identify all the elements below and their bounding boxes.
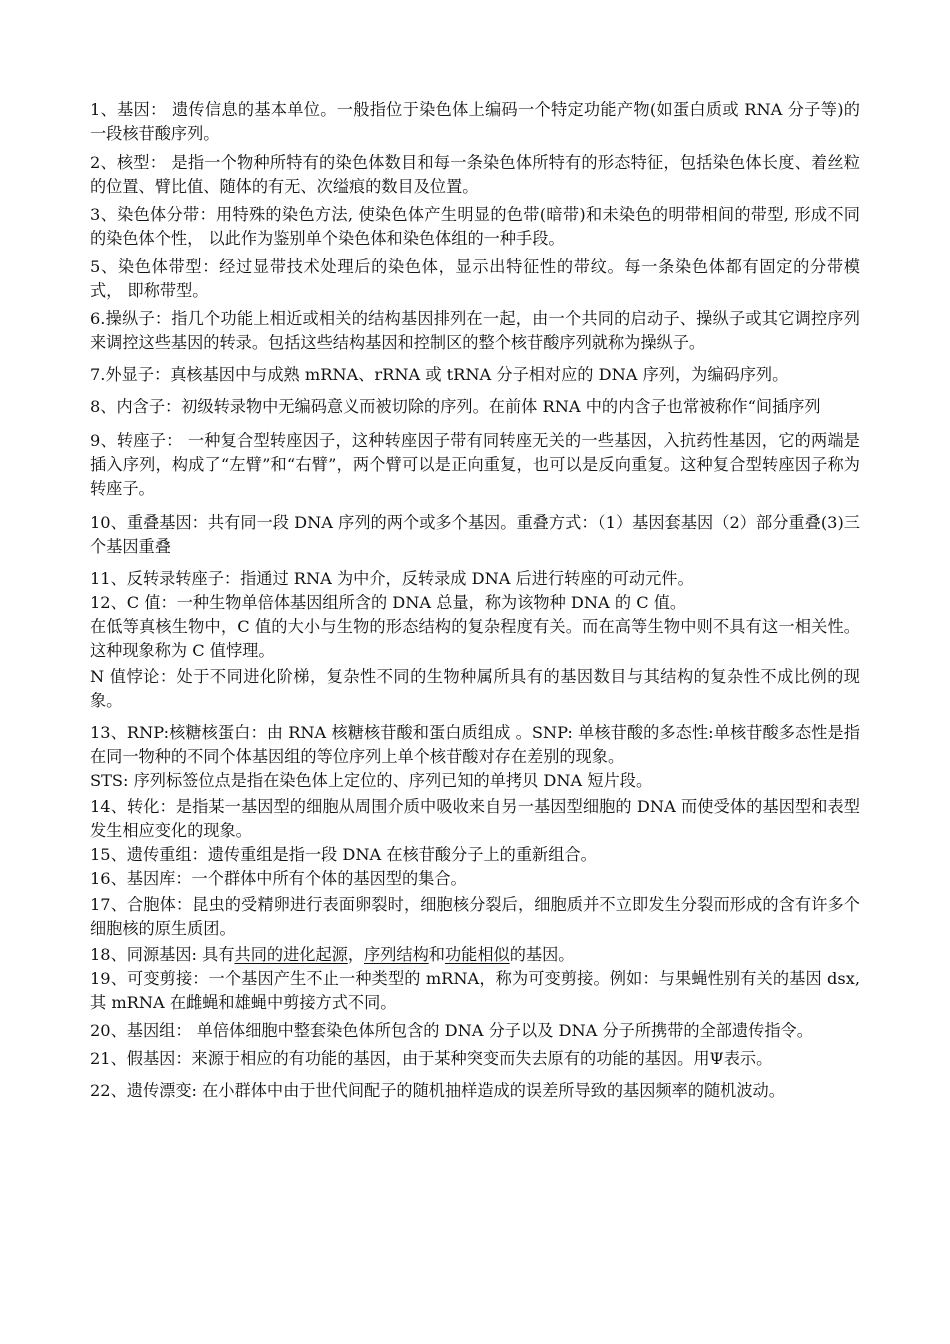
definition-karyotype: 2、核型： 是指一个物种所特有的染色体数目和每一条染色体所特有的形态特征，包括染色体长度、着丝粒的位置、臂比值、随体的有无、次缢痕的数目及位置。 xyxy=(90,153,860,196)
definition-exon: 7.外显子：真核基因中与成熟 mRNA、rRNA 或 tRNA 分子相对应的 DNA 序列，为编码序列。 xyxy=(90,365,789,384)
definition-syncytium: 17、合胞体：昆虫的受精卵进行表面卵裂时，细胞核分裂后，细胞质并不立即发生分裂而形成的含有许多个细胞核的原生质团。 xyxy=(90,895,860,938)
definition-intron: 8、内含子：初级转录物中无编码意义而被切除的序列。在前体 RNA 中的内含子也常被称作“间插序列 xyxy=(90,397,821,416)
homologous-gene-conjunction: 和 xyxy=(428,945,445,964)
homologous-gene-suffix: 的基因。 xyxy=(509,945,575,964)
definition-c-value: 12、C 值：一种生物单倍体基因组所含的 DNA 总量，称为该物种 DNA 的 C 值。 xyxy=(90,593,687,612)
definition-sts: STS: 序列标签位点是指在染色体上定位的、序列已知的单拷贝 DNA 短片段。 xyxy=(90,771,653,790)
definition-gene-pool: 16、基因库：一个群体中所有个体的基因型的集合。 xyxy=(90,869,467,888)
definition-operon: 6.操纵子：指几个功能上相近或相关的结构基因排列在一起，由一个共同的启动子、操纵子或其它调控序列来调控这些基因的转录。包括这些结构基因和控制区的整个核苷酸序列就称为操纵子。 xyxy=(90,309,860,352)
definition-transposon: 9、转座子： 一种复合型转座因子，这种转座因子带有同转座无关的一些基因，入抗药性基因，它的两端是插入序列，构成了“左臂”和“右臂”，两个臂可以是正向重复，也可以是反向重复。这种复合型转座因子称为转座子。 xyxy=(90,431,860,498)
definition-rnp-snp: 13、RNP:核糖核蛋白：由 RNA 核糖核苷酸和蛋白质组成 。SNP: 单核苷酸的多态性:单核苷酸多态性是指在同一物种的不同个体基因组的等位序列上单个核苷酸对存在差别的现象。 xyxy=(90,723,860,766)
definition-transformation: 14、转化：是指某一基因型的细胞从周围介质中吸收来自另一基因型细胞的 DNA 而使受体的基因型和表型发生相应变化的现象。 xyxy=(90,797,860,840)
definition-genetic-drift: 22、遗传漂变: 在小群体中由于世代间配子的随机抽样造成的误差所导致的基因频率的随机波动。 xyxy=(90,1081,785,1100)
underlined-sequence-structure: 序列结构 xyxy=(364,945,429,964)
homologous-gene-prefix: 18、同源基因: 具有 xyxy=(90,945,235,964)
c-value-paradox: 在低等真核生物中，C 值的大小与生物的形态结构的复杂程度有关。而在高等生物中则不具有这一相关性。这种现象称为 C 值悖理。 xyxy=(90,617,860,660)
definition-alternative-splicing: 19、可变剪接：一个基因产生不止一种类型的 mRNA，称为可变剪接。例如：与果蝇性别有关的基因 dsx, 其 mRNA 在雌蝇和雄蝇中剪接方式不同。 xyxy=(90,969,860,1012)
homologous-gene-separator: ， xyxy=(347,945,365,964)
definition-retrotransposon: 11、反转录转座子：指通过 RNA 为中介，反转录成 DNA 后进行转座的可动元件。 xyxy=(90,569,694,588)
definition-overlapping-gene: 10、重叠基因：共有同一段 DNA 序列的两个或多个基因。重叠方式：（1）基因套基因（2）部分重叠(3)三个基因重叠 xyxy=(90,513,860,556)
definition-genetic-recombination: 15、遗传重组：遗传重组是指一段 DNA 在核苷酸分子上的重新组合。 xyxy=(90,845,597,864)
underlined-common-origin: 共同的进化起源 xyxy=(234,945,348,964)
definition-gene: 1、基因： 遗传信息的基本单位。一般指位于染色体上编码一个特定功能产物(如蛋白质或 RNA 分子等)的一段核苷酸序列。 xyxy=(90,100,860,143)
definition-chromosome-banding: 3、染色体分带：用特殊的染色方法, 使染色体产生明显的色带(暗带)和未染色的明带相间的带型, 形成不同的染色体个性， 以此作为鉴别单个染色体和染色体组的一种手段。 xyxy=(90,205,860,248)
definition-band-pattern: 5、染色体带型：经过显带技术处理后的染色体，显示出特征性的带纹。每一条染色体都有固定的分带模式， 即称带型。 xyxy=(90,257,860,300)
definition-homologous-gene xyxy=(90,943,860,967)
n-value-paradox: N 值悖论：处于不同进化阶梯，复杂性不同的生物种属所具有的基因数目与其结构的复杂性不成比例的现象。 xyxy=(90,667,860,710)
document-page xyxy=(90,98,860,1103)
definition-pseudogene: 21、假基因：来源于相应的有功能的基因，由于某种突变而失去原有的功能的基因。用Ψ表示。 xyxy=(90,1049,773,1068)
definition-genome: 20、基因组： 单倍体细胞中整套染色体所包含的 DNA 分子以及 DNA 分子所携带的全部遗传指令。 xyxy=(90,1021,813,1040)
underlined-similar-function: 功能相似 xyxy=(444,945,510,964)
